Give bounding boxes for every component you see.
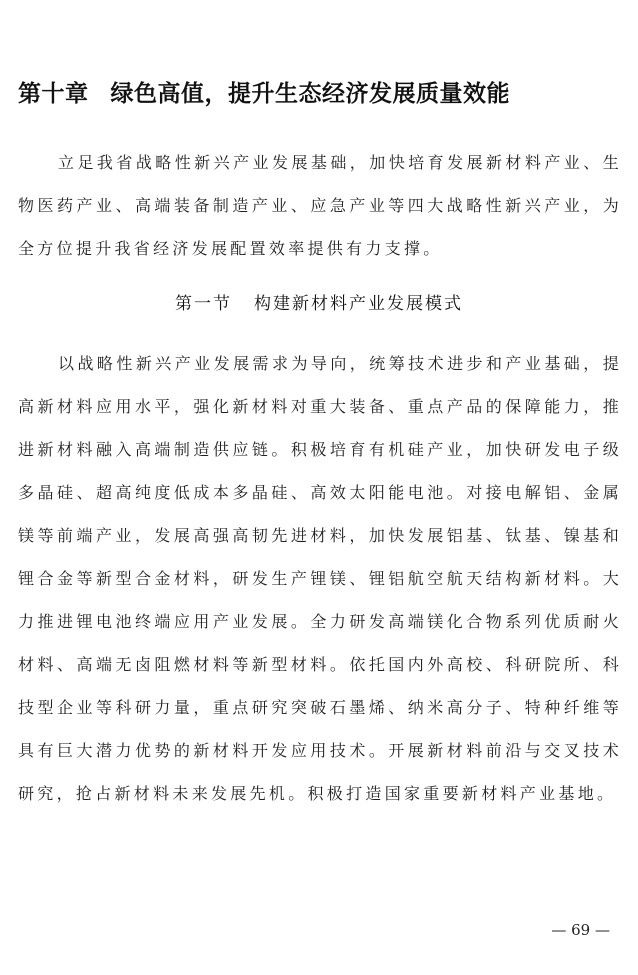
chapter-heading [18,78,620,110]
section-title: 构建新材料产业发展模式 [254,294,463,314]
section-number: 第一节 [175,294,232,314]
page-number: — 69 — [551,921,610,939]
intro-paragraph: 立足我省战略性新兴产业发展基础，加快培育发展新材料产业、生物医药产业、高端装备制造产业、应急产业等四大战略性新兴产业，为全方位提升我省经济发展配置效率提供有力支撑。 [18,153,622,258]
section-paragraph: 以战略性新兴产业发展需求为导向，统筹技术进步和产业基础，提高新材料应用水平，强化新材料对重大装备、重点产品的保障能力，推进新材料融入高端制造供应链。积极培育有机硅产业，加快研发电子级多晶硅、超高纯度低成本多晶硅、高效太阳能电池。对接电解铝、金属镁等前端产业，发展高强高韧先进材料，加快发展铝基、钛基、镍基和锂合金等新型合金材料，研发生产锂镁、锂铝航空航天结构新材料。大力推进锂电池终端应用产业发展。全力研发高端镁化合物系列优质耐火材料、高端无卤阻燃材料等新型材料。依托国内外高校、科研院所、科技型企业等科研力量，重点研究突破石墨烯、纳米高分子、特种纤维等具有巨大潜力优势的新材料开发应用技术。开展新材料前沿与交叉技术研究，抢占新材料未来发展先机。积极打造国家重要新材料产业基地。 [18,354,622,803]
section-heading [0,290,638,318]
chapter-title: 绿色高值，提升生态经济发展质量效能 [110,81,510,107]
chapter-number: 第十章 [18,81,89,107]
